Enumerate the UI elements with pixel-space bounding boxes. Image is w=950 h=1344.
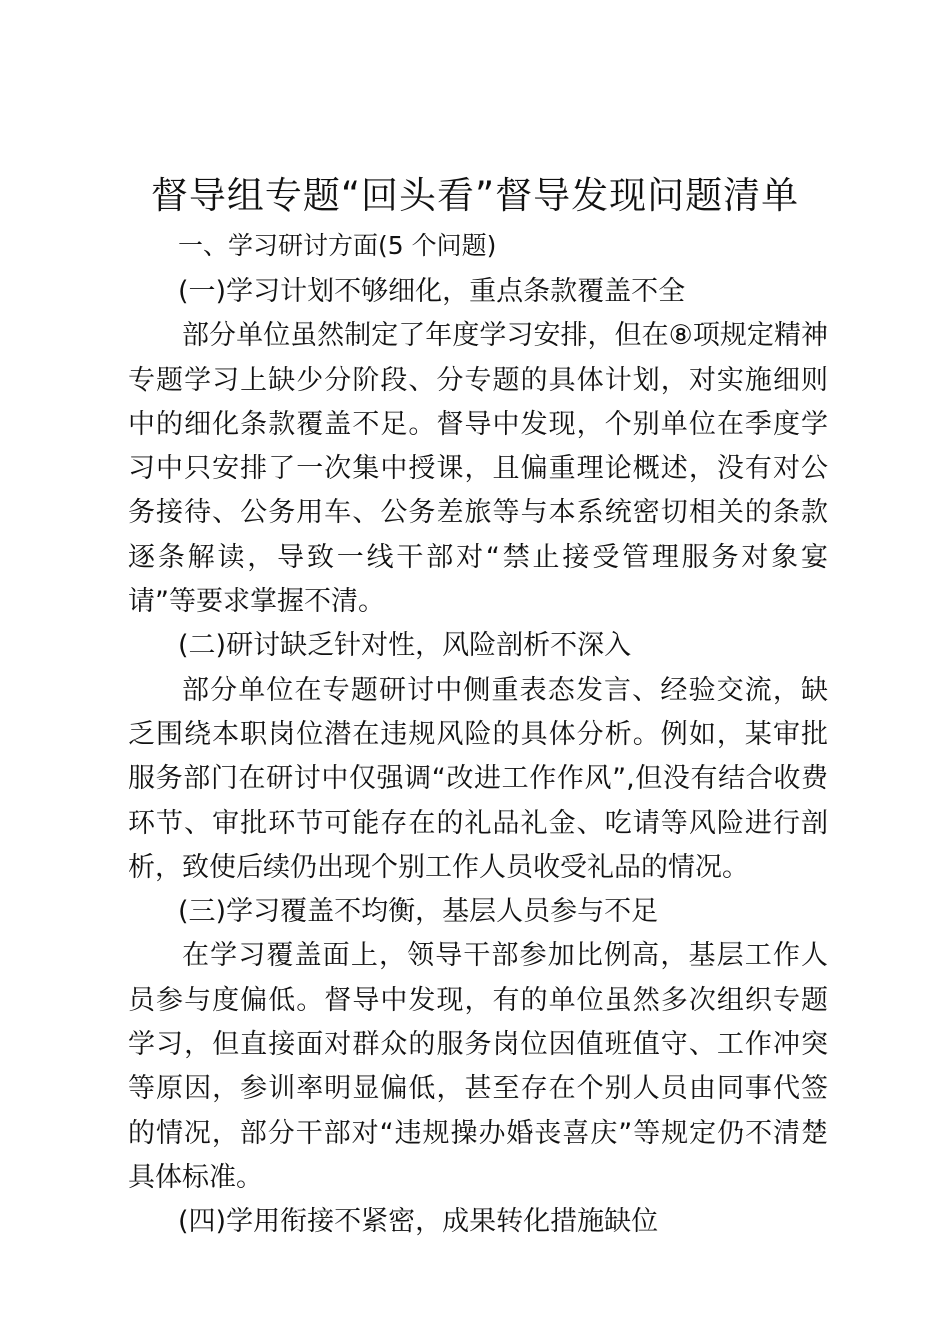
- subsection-heading: (二)研讨缺乏针对性，风险剖析不深入: [178, 630, 632, 662]
- document-body: [128, 270, 828, 1245]
- document-title: 督导组专题“回头看”督导发现问题清单: [150, 174, 800, 217]
- subsection-paragraph: 在学习覆盖面上，领导干部参加比例高，基层工作人员参与度偏低。督导中发现，有的单位虽然多次组织专题学习，但直接面对群众的服务岗位因值班值守、工作冲突等原因，参训率明显偏低，甚至存在个别人员由同事代签的情况，部分干部对“违规操办婚丧喜庆”等规定仍不清楚具体标准。: [128, 940, 828, 1193]
- subsection-paragraph: 部分单位虽然制定了年度学习安排，但在⑧项规定精神专题学习上缺少分阶段、分专题的具体计划，对实施细则中的细化条款覆盖不足。督导中发现，个别单位在季度学习中只安排了一次集中授课，且偏重理论概述，没有对公务接待、公务用车、公务差旅等与本系统密切相关的条款逐条解读，导致一线干部对“禁止接受管理服务对象宴请”等要求掌握不清。: [128, 320, 828, 618]
- subsection-heading: (一)学习计划不够细化，重点条款覆盖不全: [178, 276, 686, 307]
- subsection-heading: (三)学习覆盖不均衡，基层人员参与不足: [178, 896, 659, 928]
- subsection-heading: (四)学用衔接不紧密，成果转化措施缺位: [178, 1206, 659, 1238]
- section-heading: 一、学习研讨方面(5 个问题): [178, 231, 497, 260]
- subsection-paragraph: 部分单位在专题研讨中侧重表态发言、经验交流，缺乏围绕本职岗位潜在违规风险的具体分析。例如，某审批服务部门在研讨中仅强调“改进工作作风”,但没有结合收费环节、审批环节可能存在的礼品礼金、吃请等风险进行剖析，致使后续仍出现个别工作人员收受礼品的情况。: [128, 674, 828, 883]
